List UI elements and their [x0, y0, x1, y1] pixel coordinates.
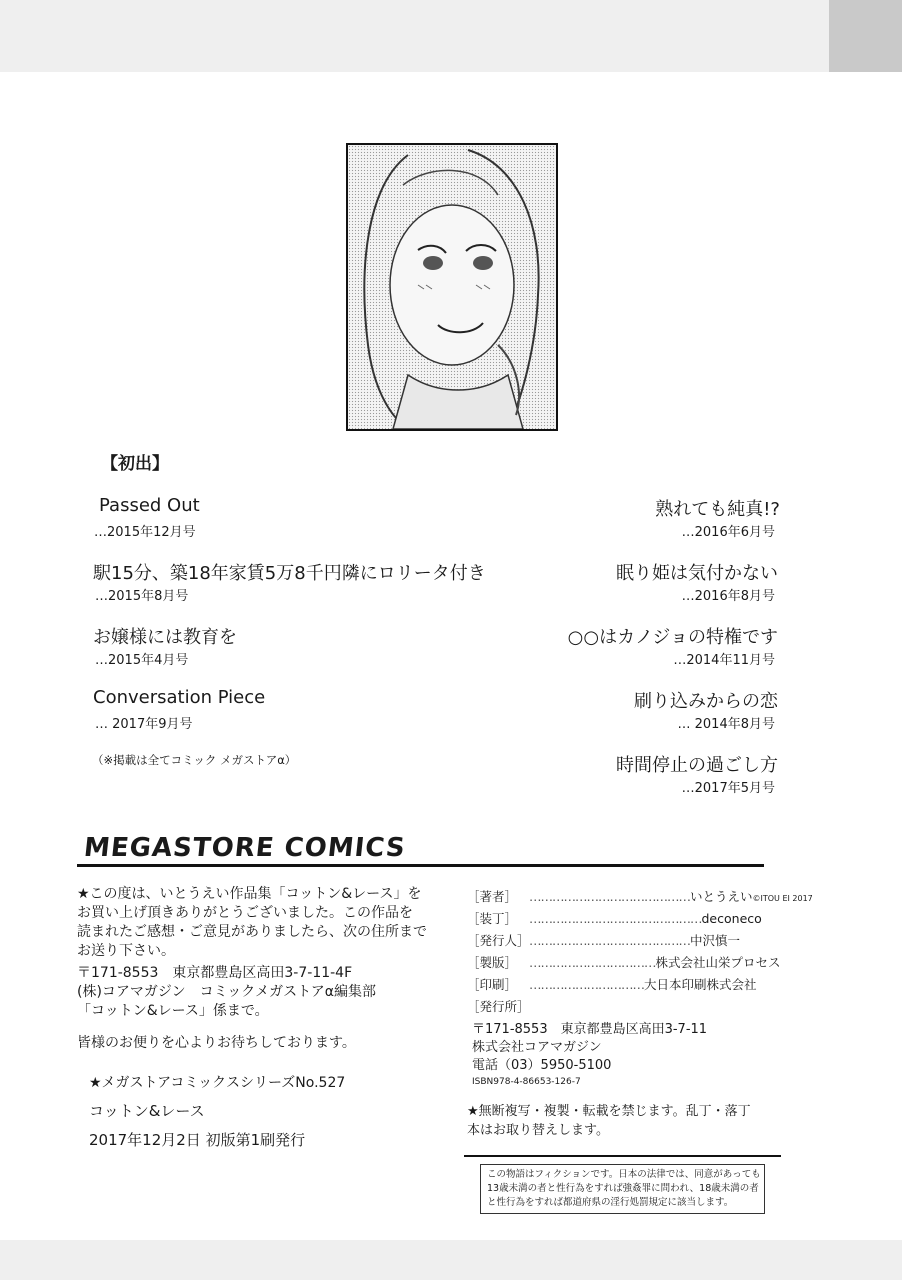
cover-illustration — [346, 143, 558, 431]
publication-note: （※掲載は全てコミック メガストアα） — [92, 753, 297, 767]
work-title: ○○はカノジョの特権です — [567, 627, 778, 648]
credit-dots: …………………………………… — [529, 933, 690, 948]
publisher-phone: 電話（03）5950-5100 — [472, 1058, 612, 1073]
address-line: (株)コアマガジン コミックメガストアα編集部 — [77, 984, 376, 1000]
megastore-comics-logo: MEGASTORE COMICS — [82, 833, 408, 863]
message-line: お送り下さい。 — [77, 943, 175, 959]
credit-dots: …………………………… — [529, 955, 656, 970]
work-title: Conversation Piece — [93, 687, 266, 708]
address-line: 「コットン&レース」係まで。 — [77, 1003, 269, 1019]
work-date: …2015年4月号 — [95, 653, 189, 668]
notice-line: 本はお取り替えします。 — [467, 1123, 609, 1138]
page-tab-marker — [829, 0, 902, 72]
work-date: …2015年8月号 — [95, 589, 189, 604]
credit-label: ［著者］ — [467, 889, 518, 904]
credit-printing — [467, 975, 757, 993]
work-date: … 2017年9月号 — [95, 717, 193, 732]
mail-address — [77, 964, 376, 1021]
work-title: Passed Out — [99, 495, 200, 516]
work-title: 熟れても純真!? — [655, 499, 780, 520]
reader-message — [77, 885, 427, 961]
work-date: …2016年6月号 — [681, 525, 775, 540]
credit-dots: ……………………………………… — [529, 911, 702, 926]
credit-dots: …………………………………… — [529, 889, 690, 904]
credit-label: ［装丁］ — [467, 911, 518, 926]
message-line: ★この度は、いとうえい作品集「コットン&レース」を — [77, 886, 422, 902]
work-title: 駅15分、築18年家賃5万8千円隣にロリータ付き — [93, 563, 486, 584]
isbn: ISBN978-4-86653-126-7 — [472, 1077, 581, 1087]
publisher-address: 〒171-8553 東京都豊島区高田3-7-11 — [472, 1022, 708, 1037]
message-line: 読まれたご感想・ご意見がありましたら、次の住所まで — [77, 924, 427, 940]
fiction-notice-box — [480, 1164, 765, 1214]
book-title: コットン&レース — [89, 1102, 205, 1120]
publication-date: 2017年12月2日 初版第1刷発行 — [89, 1131, 306, 1149]
divider-rule-small — [464, 1155, 781, 1157]
top-margin-band — [0, 0, 902, 72]
message-line: お買い上げ頂きありがとうございました。この作品を — [77, 905, 413, 921]
work-date: …2016年8月号 — [681, 589, 775, 604]
divider-rule — [77, 864, 764, 867]
credit-value: deconeco — [701, 911, 762, 926]
work-date: … 2014年8月号 — [677, 717, 775, 732]
credit-value: 株式会社山栄プロセス — [655, 955, 781, 970]
credit-value: 中沢慎一 — [690, 933, 741, 948]
girl-portrait-sketch — [348, 145, 556, 429]
work-date: …2017年5月号 — [681, 781, 775, 796]
fiction-line: と性行為をすれば都道府県の淫行処罰規定に該当します。 — [487, 1197, 734, 1208]
credit-value: いとうえい — [690, 889, 753, 904]
first-appearance-heading: 【初出】 — [101, 454, 169, 474]
publisher-info — [472, 1021, 707, 1089]
work-title: お嬢様には教育を — [93, 627, 237, 648]
work-title: 眠り姫は気付かない — [616, 563, 778, 584]
fiction-line: この物語はフィクションです。日本の法律では、同意があっても — [487, 1169, 761, 1180]
copyright-mark: ©ITOU EI 2017 — [752, 894, 813, 903]
series-number: ★メガストアコミックスシリーズNo.527 — [89, 1075, 346, 1091]
credit-design — [467, 909, 762, 927]
credit-author — [467, 887, 813, 905]
credit-label: ［発行所］ — [467, 999, 530, 1014]
credit-publisher-person — [467, 931, 740, 949]
work-date: …2014年11月号 — [673, 653, 775, 668]
credit-label: ［発行人］ — [467, 933, 530, 948]
notice-line: ★無断複写・複製・転載を禁じます。乱丁・落丁 — [467, 1104, 751, 1119]
work-title: 時間停止の過ごし方 — [616, 755, 778, 776]
work-title: 刷り込みからの恋 — [634, 691, 778, 712]
address-line: 〒171-8553 東京都豊島区高田3-7-11-4F — [77, 965, 353, 981]
credit-dots: ………………………… — [529, 977, 644, 992]
credit-platemaking — [467, 953, 781, 971]
credit-value: 大日本印刷株式会社 — [644, 977, 757, 992]
credit-label: ［印刷］ — [467, 977, 518, 992]
bottom-margin-band — [0, 1240, 902, 1280]
copyright-notice — [467, 1102, 751, 1140]
credit-publisher-office — [467, 997, 529, 1015]
credit-label: ［製版］ — [467, 955, 518, 970]
closing-message: 皆様のお便りを心よりお待ちしております。 — [77, 1035, 356, 1051]
fiction-line: 13歳未満の者と性行為をすれば強姦罪に問われ、18歳未満の者 — [487, 1183, 759, 1194]
work-date: …2015年12月号 — [94, 525, 196, 540]
publisher-company: 株式会社コアマガジン — [472, 1040, 602, 1055]
